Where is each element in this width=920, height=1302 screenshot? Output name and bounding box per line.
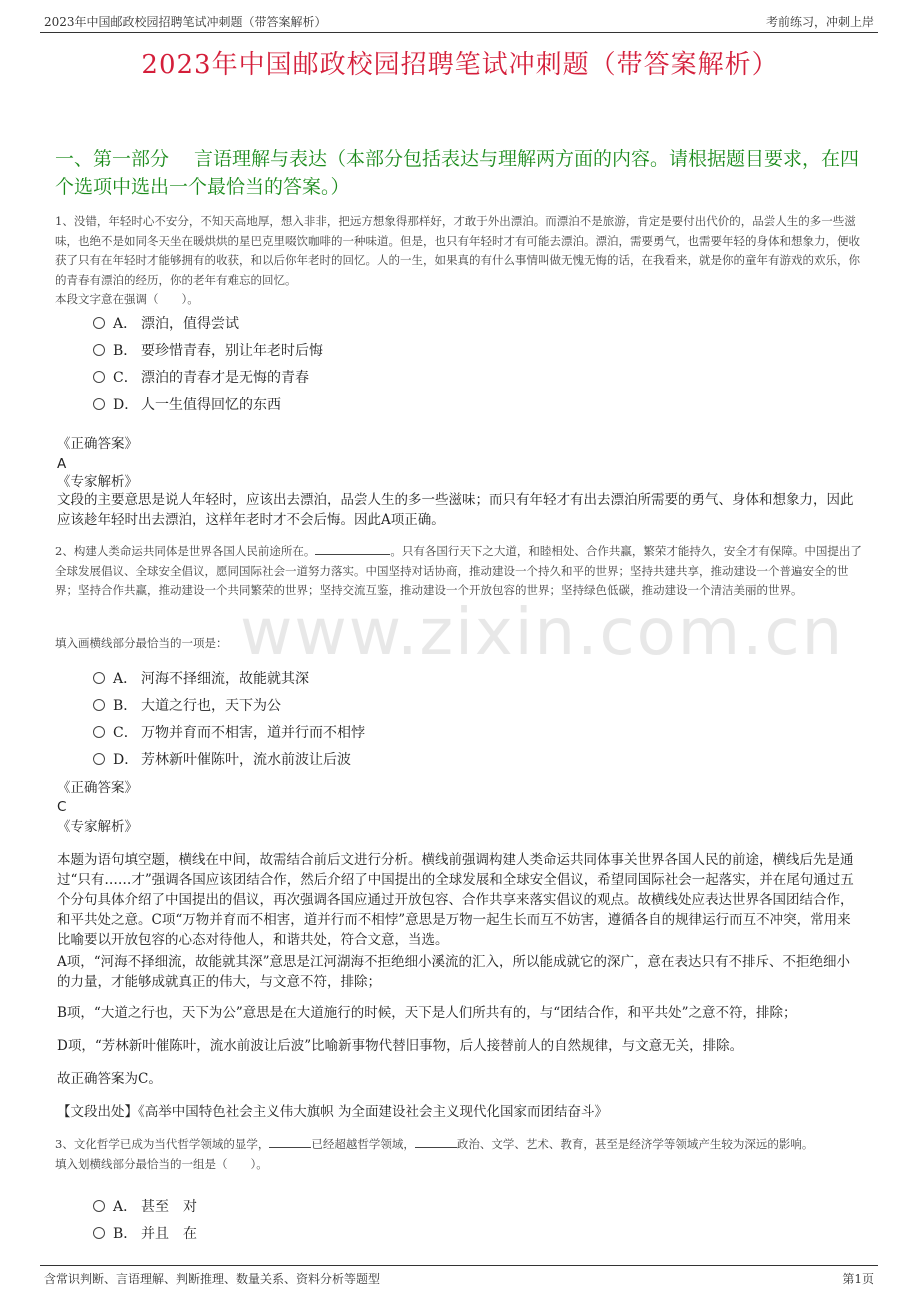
question-2-ask: 填入画横线部分最恰当的一项是： — [55, 636, 228, 650]
option-key: A． — [113, 1199, 138, 1215]
option-text: 漂泊，值得尝试 — [141, 316, 239, 332]
fill-blank — [415, 1147, 457, 1148]
header-slogan: 考前练习，冲刺上岸 — [765, 15, 874, 29]
question-1-stem — [55, 212, 865, 310]
header-doc-title: 2023年中国邮政校园招聘笔试冲刺题（带答案解析） — [44, 15, 327, 29]
q2-option-a[interactable] — [93, 668, 309, 688]
q2-option-b[interactable] — [93, 695, 281, 715]
radio-icon[interactable] — [93, 699, 105, 711]
section-heading: 一、第一部分 言语理解与表达（本部分包括表达与理解两方面的内容。请根据题目要求，在四个选项中选出一个最恰当的答案。） — [55, 148, 860, 198]
option-text: 并且 在 — [141, 1226, 197, 1242]
q2-analysis-p1: 本题为语句填空题，横线在中间，故需结合前后文进行分析。横线前强调构建人类命运共同体事关世界各国人民的前途，横线后先是通过“只有……才”强调各国应该团结合作，然后介绍了中国提出的全球发展和全球安全倡议，希望同国际社会一起落实，并在尾句通过五个分句具体介绍了中国提出的倡议，再次强调各国应通过开放包容、合作共享来落实倡议的观点。故横线处应表达世界各国团结合作，和平共处之意。C项“万物并育而不相害，道并行而不相悖”意思是万物一起生长而互不妨害，遵循各自的规律运行而互不冲突，常用来比喻要以开放包容的心态对待他人，和谐共处，符合文意，当选。 — [57, 852, 854, 948]
radio-icon[interactable] — [93, 753, 105, 765]
option-key: B． — [113, 1226, 138, 1242]
radio-icon[interactable] — [93, 398, 105, 410]
option-text: 万物并育而不相害，道并行而不相悖 — [141, 725, 365, 741]
fill-blank — [269, 1147, 311, 1148]
question-2-text-a: 2、构建人类命运共同体是世界各国人民前途所在。 — [55, 544, 316, 558]
radio-icon[interactable] — [93, 1227, 105, 1239]
q1-answer-label: 《正确答案》 — [57, 436, 138, 452]
q2-answer: C — [57, 799, 67, 815]
footer-topics: 含常识判断、言语理解、判断推理、数量关系、资料分析等题型 — [44, 1272, 381, 1286]
q2-answer-label: 《正确答案》 — [57, 780, 138, 796]
option-text: 漂泊的青春才是无悔的青春 — [141, 370, 309, 386]
q3-option-a[interactable] — [93, 1196, 197, 1216]
question-1-text: 1、没错，年轻时心不安分，不知天高地厚，想入非非，把远方想象得那样好，才敢于外出漂泊。而漂泊不是旅游，肯定是要付出代价的，品尝人生的多一些滋味，也绝不是如同冬天坐在暖烘烘的星巴克里啜饮咖啡的一种味道。但是，也只有年轻时才有可能去漂泊。漂泊，需要勇气，也需要年轻的身体和想象力，便收获了只有在年轻时才能够拥有的收获，和以后你年老时的回忆。人的一生，如果真的有什么事情叫做无愧无悔的话，在我看来，就是你的童年有游戏的欢乐，你的青春有漂泊的经历，你的老年有难忘的回忆。 — [55, 214, 860, 287]
page-footer — [40, 1265, 878, 1288]
question-3-stem — [55, 1135, 865, 1174]
radio-icon[interactable] — [93, 1200, 105, 1212]
question-2-stem — [55, 542, 865, 601]
page-number: 第1页 — [842, 1272, 874, 1286]
q2-analysis-p4: D项，“芳林新叶催陈叶，流水前波让后波”比喻新事物代替旧事物，后人接替前人的自然规律，与文意无关，排除。 — [57, 1038, 744, 1054]
option-text: 河海不择细流，故能就其深 — [141, 671, 309, 687]
option-key: A． — [113, 316, 138, 332]
q2-option-d[interactable] — [93, 749, 351, 769]
option-key: D． — [113, 397, 139, 413]
watermark: www.zixin.com.cn — [240, 596, 845, 670]
option-text: 要珍惜青春，别让年老时后悔 — [141, 343, 323, 359]
q1-option-c[interactable] — [93, 367, 309, 387]
question-2-text-b: 。只有各国行天下之大道，和睦相处、合作共赢，繁荣才能持久，安全才有保障。中国提出了全球发展倡议、全球安全倡议，愿同国际社会一道努力落实。中国坚持对话协商，推动建设一个持久和平的世界；坚持共建共享，推动建设一个普遍安全的世界；坚持合作共赢，推动建设一个共同繁荣的世界；坚持交流互鉴，推动建设一个开放包容的世界；坚持绿色低碳，推动建设一个清洁美丽的世界。 — [55, 544, 862, 597]
question-3-text-a: 3、文化哲学已成为当代哲学领域的显学， — [55, 1137, 270, 1151]
question-3-text-b: 已经超越哲学领域， — [311, 1137, 415, 1151]
document-title: 2023年中国邮政校园招聘笔试冲刺题（带答案解析） — [141, 50, 779, 80]
question-1-ask: 本段文字意在强调（ ）。 — [55, 292, 199, 306]
radio-icon[interactable] — [93, 317, 105, 329]
q1-analysis: 文段的主要意思是说人年轻时，应该出去漂泊，品尝人生的多一些滋味；而只有年轻才有出去漂泊所需要的勇气、身体和想象力，因此应该趁年轻时出去漂泊，这样年老时才不会后悔。因此A项正确。 — [57, 492, 854, 528]
option-key: C． — [113, 370, 138, 386]
option-text: 人一生值得回忆的东西 — [141, 397, 281, 413]
q2-analysis-p5: 故正确答案为C。 — [57, 1071, 162, 1087]
page-header — [40, 10, 878, 33]
question-3-text-c: 政治、文学、艺术、教育，甚至是经济学等领域产生较为深远的影响。 — [456, 1137, 814, 1151]
option-text: 甚至 对 — [141, 1199, 197, 1215]
fill-blank — [315, 554, 390, 555]
radio-icon[interactable] — [93, 726, 105, 738]
q3-option-b[interactable] — [93, 1223, 197, 1243]
option-text: 芳林新叶催陈叶，流水前波让后波 — [141, 752, 351, 768]
q2-analysis-label: 《专家解析》 — [57, 819, 138, 835]
q1-answer: A — [57, 456, 67, 472]
q2-option-c[interactable] — [93, 722, 365, 742]
question-3-ask: 填入划横线部分最恰当的一组是（ ）。 — [55, 1156, 268, 1171]
q2-analysis-p3: B项，“大道之行也，天下为公”意思是在大道施行的时候，天下是人们所共有的，与“团结合作，和平共处”之意不符，排除； — [57, 1005, 797, 1021]
q2-source: 【文段出处】《高举中国特色社会主义伟大旗帜 为全面建设社会主义现代化国家而团结奋斗》 — [57, 1104, 609, 1120]
q1-option-d[interactable] — [93, 394, 281, 414]
option-key: C． — [113, 725, 138, 741]
option-key: B． — [113, 698, 138, 714]
q1-analysis-label: 《专家解析》 — [57, 474, 138, 490]
q1-option-a[interactable] — [93, 313, 239, 333]
option-key: D． — [113, 752, 139, 768]
radio-icon[interactable] — [93, 371, 105, 383]
q2-analysis-p2: A项，“河海不择细流，故能就其深”意思是江河湖海不拒绝细小溪流的汇入，所以能成就它的深广，意在表达只有不排斥、不拒绝细小的力量，才能够成就真正的伟大，与文意不符，排除； — [57, 954, 851, 990]
option-key: A． — [113, 671, 138, 687]
q1-option-b[interactable] — [93, 340, 323, 360]
radio-icon[interactable] — [93, 672, 105, 684]
radio-icon[interactable] — [93, 344, 105, 356]
option-key: B． — [113, 343, 138, 359]
option-text: 大道之行也，天下为公 — [141, 698, 281, 714]
